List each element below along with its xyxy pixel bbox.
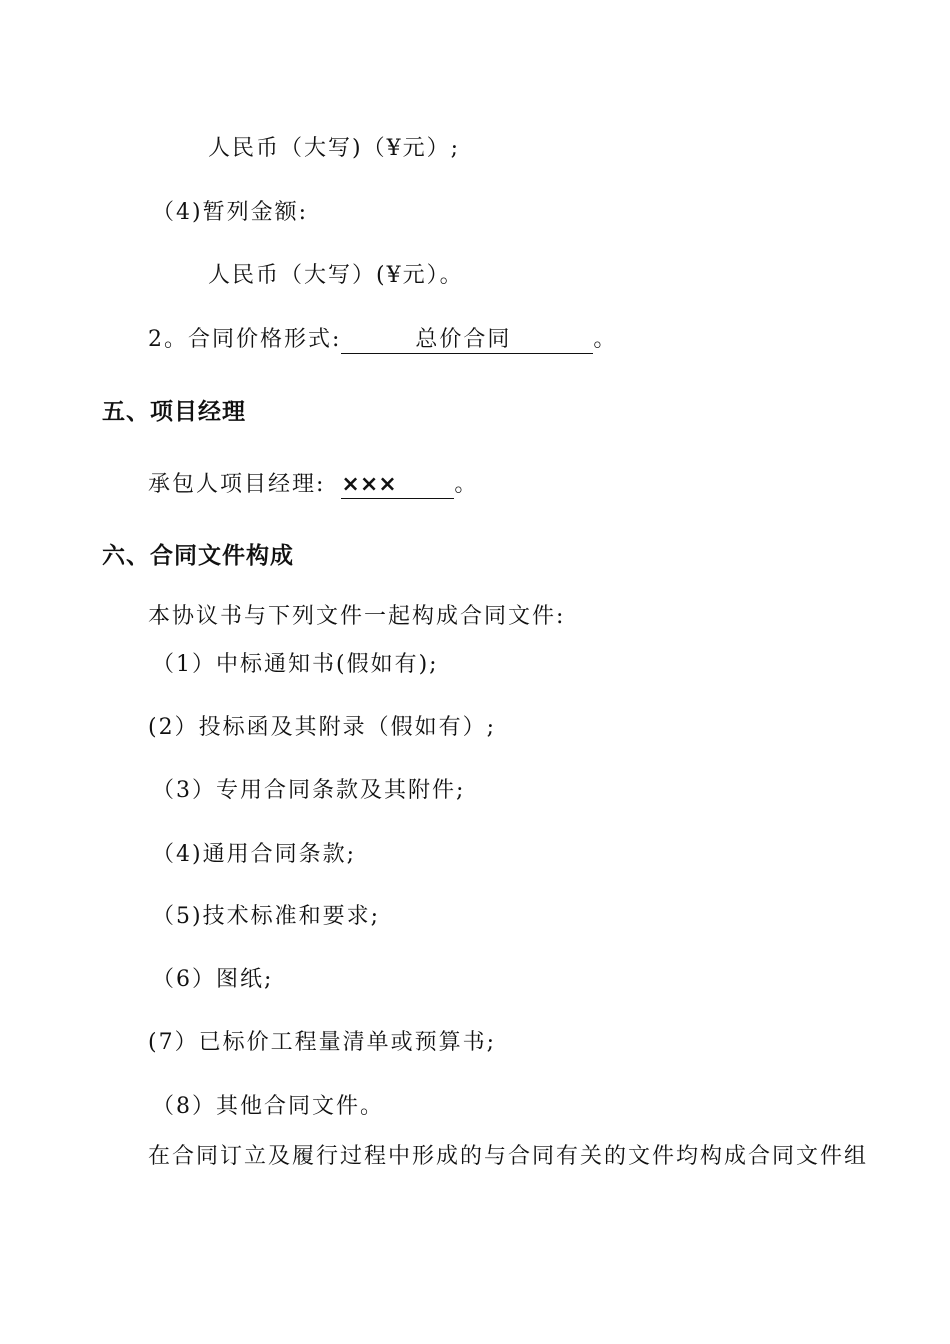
price-form-blank: 总价合同 (341, 327, 593, 354)
section-heading-project-manager: 五、项目经理 (102, 399, 246, 425)
project-manager-suffix: 。 (454, 472, 479, 497)
contract-documents-closing: 在合同订立及履行过程中形成的与合同有关的文件均构成合同文件组 (148, 1144, 869, 1169)
list-item: （5)技术标准和要求; (152, 904, 380, 929)
list-item: （1）中标通知书(假如有); (152, 652, 439, 677)
provisional-sum-rmb-line: 人民币（大写）(¥元）。 (208, 263, 464, 288)
list-item: (7）已标价工程量清单或预算书; (148, 1030, 496, 1055)
list-item: （4)通用合同条款; (152, 842, 356, 867)
list-item: (2）投标函及其附录（假如有）; (148, 715, 496, 740)
rmb-amount-line: 人民币（大写)（¥元）; (208, 136, 460, 161)
project-manager-label: 承包人项目经理: (148, 472, 326, 497)
contract-documents-intro: 本协议书与下列文件一起构成合同文件: (148, 604, 566, 629)
price-form-suffix: 。 (593, 327, 618, 352)
provisional-sum-label: （4)暂列金额: (152, 200, 308, 225)
list-item: （8）其他合同文件。 (152, 1094, 384, 1119)
list-item: （6）图纸; (152, 967, 274, 992)
list-item: （3）专用合同条款及其附件; (152, 778, 466, 803)
price-form-label: 2。合同价格形式: (148, 327, 342, 352)
section-heading-contract-documents: 六、合同文件构成 (102, 543, 294, 569)
price-form-line (148, 325, 617, 355)
project-manager-blank: ××× (341, 472, 454, 499)
project-manager-line (148, 470, 478, 500)
